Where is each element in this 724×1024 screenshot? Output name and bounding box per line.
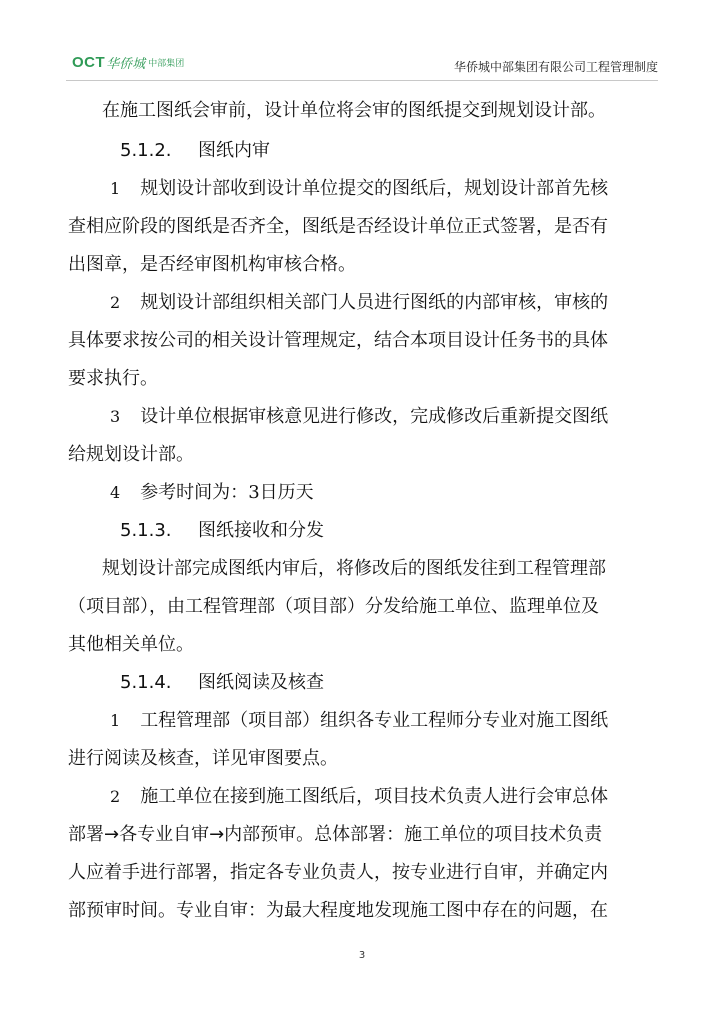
- paragraph-line: 进行阅读及核查，详见审图要点。: [68, 748, 338, 769]
- list-text: 规划设计部收到设计单位提交的图纸后，规划设计部首先核: [140, 178, 609, 199]
- list-number: 3: [110, 407, 121, 426]
- section-title: 图纸内审: [198, 140, 270, 161]
- paragraph-line: 具体要求按公司的相关设计管理规定，结合本项目设计任务书的具体: [68, 330, 608, 351]
- list-text: 施工单位在接到施工图纸后，项目技术负责人进行会审总体: [140, 786, 609, 807]
- list-number: 4: [110, 483, 121, 502]
- list-number: 1: [110, 179, 121, 198]
- list-item-1: [110, 706, 608, 736]
- section-title: 图纸阅读及核查: [198, 672, 324, 693]
- section-number: 5.1.4.: [120, 672, 172, 693]
- paragraph-line: 出图章，是否经审图机构审核合格。: [68, 254, 356, 275]
- paragraph-line: 规划设计部完成图纸内审后，将修改后的图纸发往到工程管理部: [102, 558, 606, 579]
- list-number: 1: [110, 711, 121, 730]
- paragraph-line: 查相应阶段的图纸是否齐全，图纸是否经设计单位正式签署，是否有: [68, 216, 608, 237]
- paragraph-line: 部预审时间。专业自审：为最大程度地发现施工图中存在的问题，在: [68, 900, 608, 921]
- list-text: 设计单位根据审核意见进行修改，完成修改后重新提交图纸: [140, 406, 609, 427]
- logo-script-text: 华侨城: [106, 56, 146, 72]
- paragraph-line: 部署→各专业自审→内部预审。总体部署：施工单位的项目技术负责: [68, 824, 603, 845]
- section-heading-5-1-4: [120, 668, 324, 698]
- document-title: 华侨城中部集团有限公司工程管理制度: [453, 60, 658, 74]
- section-number: 5.1.3.: [120, 520, 172, 541]
- header-divider: [66, 80, 658, 81]
- list-text: 工程管理部（项目部）组织各专业工程师分专业对施工图纸: [140, 710, 609, 731]
- list-item-2: [110, 288, 608, 318]
- list-number: 2: [110, 293, 121, 312]
- section-number: 5.1.2.: [120, 140, 172, 161]
- list-item-2: [110, 782, 608, 812]
- paragraph-line: 给规划设计部。: [68, 444, 194, 465]
- section-heading-5-1-2: [120, 136, 270, 166]
- list-text: 参考时间为：: [140, 482, 249, 503]
- section-title: 图纸接收和分发: [198, 520, 324, 541]
- company-logo: [72, 52, 184, 72]
- list-text: 规划设计部组织相关部门人员进行图纸的内部审核，审核的: [140, 292, 609, 313]
- list-item-1: [110, 174, 608, 204]
- logo-group-text: 中部集团: [148, 58, 185, 69]
- paragraph-line: （项目部），由工程管理部（项目部）分发给施工单位、监理单位及: [68, 596, 599, 617]
- logo-oct-text: OCT: [72, 53, 106, 71]
- list-text-suffix: 日历天: [259, 482, 314, 503]
- reference-days-value: 3: [248, 482, 260, 503]
- list-item-3: [110, 402, 608, 432]
- paragraph-line: 要求执行。: [68, 368, 158, 389]
- paragraph-line: 在施工图纸会审前，设计单位将会审的图纸提交到规划设计部。: [102, 100, 606, 121]
- paragraph-line: 其他相关单位。: [68, 634, 194, 655]
- paragraph-line: 人应着手进行部署，指定各专业负责人，按专业进行自审，并确定内: [68, 862, 608, 883]
- list-item-4: [110, 478, 314, 508]
- list-number: 2: [110, 787, 121, 806]
- page-header: [0, 0, 724, 80]
- section-heading-5-1-3: [120, 516, 324, 546]
- page-number: 3: [358, 950, 366, 961]
